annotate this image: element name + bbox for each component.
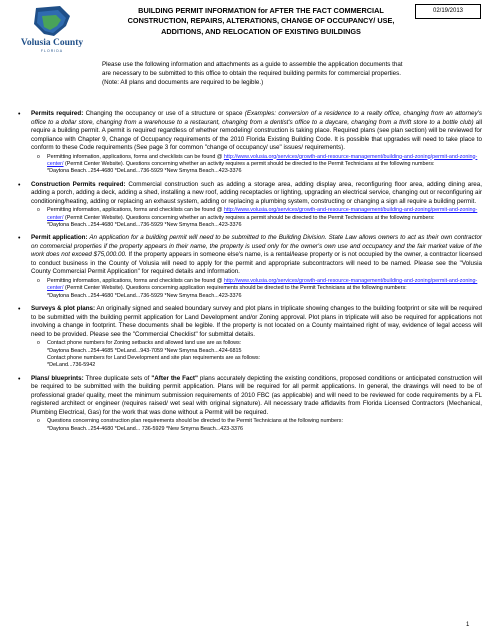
section-construction-permits [15, 181, 482, 230]
sub-item [31, 278, 482, 300]
section-heading: Surveys & plot plans: [31, 305, 96, 313]
intro-paragraph: Please use the following information and attachments as a guide to assemble the application documents that are necessary to be submitted to this office to obtain the required building permits for commercial properties. (Note: All plans and documents are required to be legible.) [102, 61, 403, 87]
sub-text: Permitting information, applications, forms and checklists can be found @ [47, 207, 224, 214]
section-surveys-plot-plans [15, 305, 482, 370]
sections-list [15, 110, 482, 433]
sub-item [31, 418, 482, 433]
section-text: Changing the occupancy or use of a structure or space [83, 110, 245, 117]
page-number: 1 [466, 622, 470, 628]
circle-bullet-icon: o [37, 277, 40, 284]
permit-center-link[interactable]: http://www.volusia.org/services/growth-and-resource-management/building-and-zoning/permit-and-zoning-center/ [47, 277, 478, 292]
phone-numbers: *Daytona Beach...254-4680 *DeLand... 736-5929 *New Smyrna Beach...423-3376 [47, 425, 243, 432]
phone-numbers: *Daytona Beach...254-4680 *DeLand...736-5929 *New Smyrna Beach...423-3376 [47, 292, 242, 299]
volusia-county-logo [16, 4, 88, 56]
section-permit-application [15, 234, 482, 300]
circle-bullet-icon: o [37, 418, 40, 425]
phone-numbers: *Daytona Beach...254-4685 *DeLand...943-7059 *New Smyrna Beach...424-6815 [47, 347, 242, 354]
bullet-icon: • [18, 111, 21, 118]
sub-item [31, 154, 482, 176]
section-body [31, 234, 482, 277]
section-body [31, 110, 482, 153]
sub-item [31, 340, 482, 370]
section-text: plans accurately depicting the existing conditions, proposed conditions or anticipated construction will be required to be submitted with the building permit application. Plans will be required for all permit applications. In general, the drawings will need to be of professional grade/ quality, meet the minimum submission requirements of 2010 FBC (as applicable) and will need to be reviewed for code requirements by a FL registered architect or engineer (requires raised/ wet seal with original signature). All necessary trade affidavits from Florida Licensed Contractors (Mechanical, Plumbing Electrical, Gas) for the work that was done without a Permit will be required. [31, 374, 482, 416]
bullet-icon: • [18, 181, 21, 189]
section-permits-required [15, 110, 482, 176]
phone-numbers: *Daytona Beach...254-4680 *DeLand...736-5929 *New Smyrna Beach...423-3376 [47, 222, 242, 229]
circle-bullet-icon: o [37, 153, 40, 160]
bullet-icon: • [18, 375, 21, 383]
permit-center-link[interactable]: http://www.volusia.org/services/growth-and-resource-management/building-and-zoning/permit-and-zoning-center/ [47, 153, 478, 167]
document-date: 02/19/2013 [415, 4, 481, 19]
sub-text: Contact phone numbers for Land Development and site plan requirements are as follows: [47, 354, 261, 361]
section-heading: Plans/ blueprints: [31, 374, 84, 382]
section-plans-blueprints [15, 375, 482, 433]
document-title: BUILDING PERMIT INFORMATION for AFTER THE FACT COMMERCIAL CONSTRUCTION, REPAIRS, ALTERATIONS, CHANGE OF OCCUPANCY/ USE, ADDITIONS, AND RELOCATION OF EXISTING BUILDINGS [127, 6, 395, 36]
section-text: If the property appears in someone else's name, is a rental/lease property or is not occupied by the owner, a contractor licensed to conduct business in the County of Volusia will need to apply for the permit and appropriate subcontractors will need to be named. Please see the "Volusia County Commercial Permit Application" for required details and information. [31, 251, 482, 276]
sub-text: Questions concerning construction plan requirements should be directed to the Permit Technicians at the following numbers: [47, 418, 343, 425]
phone-numbers: *Daytona Beach...254-4680 *DeLand...736-5929 *New Smyrna Beach...423-3376 [47, 168, 242, 175]
sub-text: (Permit Center Website). Questions concerning whether an activity requires a permit should be directed to the Permit Technicians at the following numbers: [63, 214, 435, 221]
section-examples: (Examples: conversion of a residence to a realty office, changing from an attorney's office to a dollar store, changing from a warehouse to a restaurant, changing from a dentist's office to a daycare, changing from a thrift store to a bottle club) [31, 110, 482, 126]
circle-bullet-icon: o [37, 340, 40, 347]
bullet-icon: • [18, 235, 21, 243]
sub-text: (Permit Center Website). Questions concerning whether an activity requires a permit should be directed to the Permit Technicians at the following numbers: [63, 160, 435, 167]
phone-numbers: *DeLand...736-5942 [47, 362, 96, 369]
circle-bullet-icon: o [37, 207, 40, 214]
section-text: Commercial construction such as adding a storage area, adding display area, reconfiguring floor area, adding dining area, adding a porch, adding a deck, adding a shed, installing a new roof, adding receptacles or lighting, upgrading an electrical service, changing out or reconfiguring air conditioning/heating, adding or replacing an exhaust system, adding or replacing a plumbing system, constructing or changing a sign all require a building permit. [31, 180, 483, 205]
section-text: An originally signed and sealed boundary survey and plot plans in triplicate showing changes to the building footprint or site will be required to be submitted with the building permit application for Land Development and/or Zoning approval. Plot plans in triplicate will also be required for applications not involving a change in footprint. These documents shall be legible. If the property is not located on a County maintained right of way, evidence of legal access will need to be provided. Please see the "Commercial Checklist" for submittal details. [31, 305, 483, 338]
section-state-law: An application for a building permit will need to be submitted to the Building Division. State Law allows owners to act as their own contractor on commercial properties if the property appears in their name, the property is used only for the owner's own use and occupancy and the fair market value of the work does not exceed $75,000.00. [31, 234, 483, 259]
section-heading: Construction Permits required: [31, 180, 126, 188]
sub-text: Contact phone numbers for Zoning setbacks and allowed land use are as follows: [47, 340, 242, 347]
county-outline-icon [30, 4, 74, 38]
permit-center-link[interactable]: http://www.volusia.org/services/growth-and-resource-management/building-and-zoning/permit-and-zoning-center/ [47, 207, 478, 221]
section-body [31, 181, 482, 207]
sub-text: Permitting information, applications, forms and checklists can be found @ [47, 277, 224, 284]
logo-county-name: Volusia County [20, 38, 84, 48]
bullet-icon: • [18, 306, 21, 314]
section-body [31, 305, 482, 339]
logo-state-name: FLORIDA [40, 49, 64, 53]
sub-text: (Permit Center Website). Questions concerning application requirements should be directed to the Permit Technicians at the following numbers: [63, 285, 407, 292]
section-heading: Permit application: [31, 234, 88, 242]
section-text: Three duplicate sets of [83, 374, 152, 382]
sub-item [31, 207, 482, 229]
section-text: all require a building permit. A permit is required regardless of whether remodeling/ construction is taking place. Required plans (see plan section) will be reviewed for compliance with Chapter 9, Change of Occupancy requirements of the 2010 Florida Existing Building Code. It is possible that upgrades will need to take place to conform to these Code requirements (See page 3 for common "change of occupancy/ use" issues/ requirements). [31, 118, 482, 151]
section-heading: Permits required: [31, 110, 84, 117]
section-body [31, 375, 482, 418]
sub-text: Permitting information, applications, forms and checklists can be found @ [47, 153, 224, 160]
after-the-fact-emphasis: "After the Fact" [151, 374, 198, 382]
